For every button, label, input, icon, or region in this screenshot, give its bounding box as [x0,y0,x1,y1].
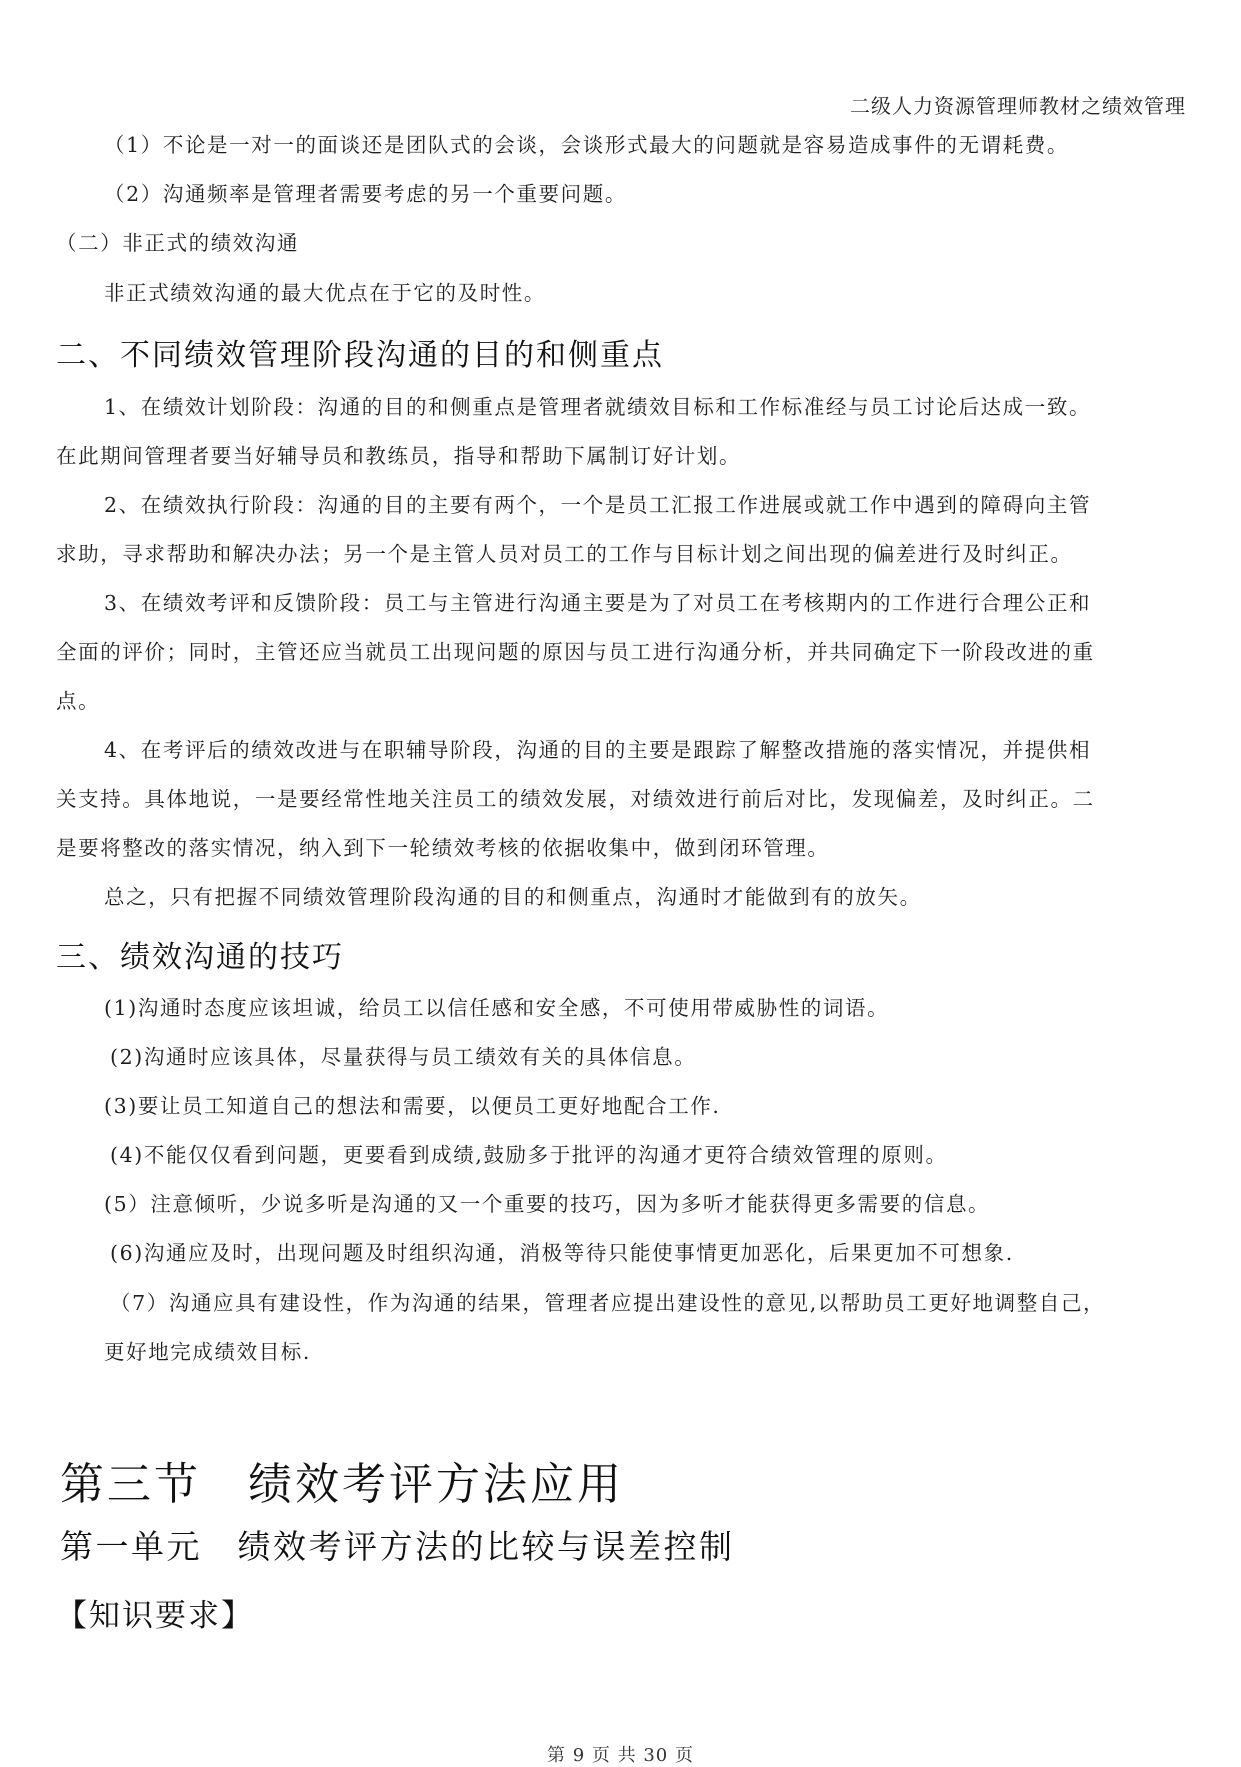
list-item: (3)要让员工知道自己的想法和需要，以便员工更好地配合工作. [104,1094,721,1118]
paragraph-line: 总之，只有把握不同绩效管理阶段沟通的目的和侧重点，沟通时才能做到有的放矢。 [104,885,922,909]
paragraph-line: 是要将整改的落实情况，纳入到下一轮绩效考核的依据收集中，做到闭环管理。 [56,836,830,860]
list-item: (1)沟通时态度应该坦诚，给员工以信任感和安全感，不可使用带威胁性的词语。 [104,996,890,1020]
list-item: (6)沟通应及时，出现问题及时组织沟通，消极等待只能使事情更加恶化，后果更加不可想象. [110,1241,1014,1265]
list-item-continuation: 更好地完成绩效目标. [104,1340,312,1364]
paragraph-line: 3、在绩效考评和反馈阶段：员工与主管进行沟通主要是为了对员工在考核期内的工作进行合理公正和 [104,591,1092,615]
subheading: （二）非正式的绩效沟通 [56,231,300,255]
paragraph-line: 2、在绩效执行阶段：沟通的目的主要有两个，一个是员工汇报工作进展或就工作中遇到的障碍向主管 [104,493,1092,517]
paragraph-line: （2）沟通频率是管理者需要考虑的另一个重要问题。 [104,182,627,206]
paragraph-line: 在此期间管理者要当好辅导员和教练员，指导和帮助下属制订好计划。 [56,444,742,468]
list-item: (4)不能仅仅看到问题，更要看到成绩,鼓励多于批评的沟通才更符合绩效管理的原则。 [110,1143,948,1167]
section-heading: 二、不同绩效管理阶段沟通的目的和侧重点 [56,338,664,373]
section-heading: 三、绩效沟通的技巧 [56,940,344,975]
chapter-section-title: 第三节 绩效考评方法应用 [60,1459,624,1510]
paragraph-line: 全面的评价；同时，主管还应当就员工出现问题的原因与员工进行沟通分析，并共同确定下一阶段改进的重 [56,640,1095,664]
paragraph-line: （1）不论是一对一的面谈还是团队式的会谈，会谈形式最大的问题就是容易造成事件的无谓耗费。 [104,133,1069,157]
unit-title: 第一单元 绩效考评方法的比较与误差控制 [60,1527,735,1566]
knowledge-requirements-heading: 【知识要求】 [56,1598,254,1634]
paragraph-line: 1、在绩效计划阶段：沟通的目的和侧重点是管理者就绩效目标和工作标准经与员工讨论后达成一致。 [104,395,1092,419]
paragraph-line: 求助，寻求帮助和解决办法；另一个是主管人员对员工的工作与目标计划之间出现的偏差进行及时纠正。 [56,542,1073,566]
paragraph-line: 4、在考评后的绩效改进与在职辅导阶段，沟通的目的主要是跟踪了解整改措施的落实情况，并提供相 [104,738,1092,762]
list-item: (5）注意倾听，少说多听是沟通的又一个重要的技巧，因为多听才能获得更多需要的信息。 [104,1192,991,1216]
paragraph-line: 点。 [56,689,101,713]
list-item: (2)沟通时应该具体，尽量获得与员工绩效有关的具体信息。 [110,1045,697,1069]
page-header: 二级人力资源管理师教材之绩效管理 [850,94,1186,118]
paragraph-line: 非正式绩效沟通的最大优点在于它的及时性。 [104,281,546,305]
paragraph-line: 关支持。具体地说，一是要经常性地关注员工的绩效发展，对绩效进行前后对比，发现偏差，及时纠正。二 [56,787,1095,811]
list-item: （7）沟通应具有建设性，作为沟通的结果，管理者应提出建设性的意见,以帮助员工更好地调整自己， [110,1291,1106,1315]
page-footer: 第 9 页 共 30 页 [547,1745,694,1766]
